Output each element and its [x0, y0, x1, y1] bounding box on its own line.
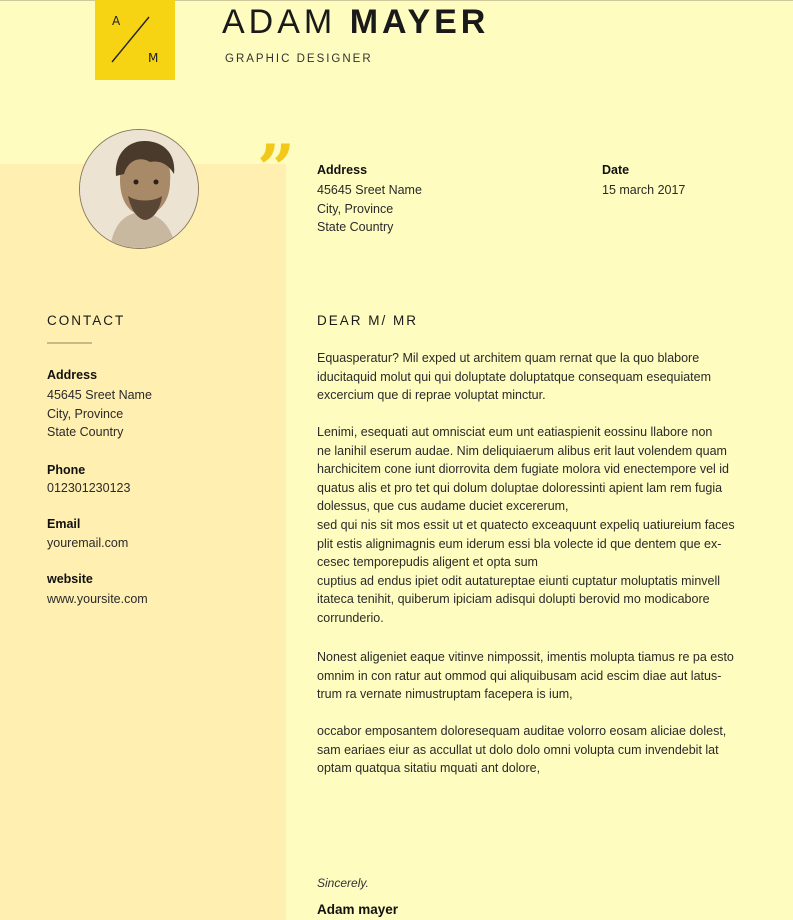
signature-name: Adam mayer	[317, 902, 399, 917]
date-label: Date	[602, 163, 630, 177]
contact-email: youremail.com	[47, 536, 129, 550]
recipient-address-line: 45645 Sreet Name	[317, 183, 422, 197]
contact-website: www.yoursite.com	[47, 592, 148, 606]
text-line: Lenimi, esequati aut omnisciat eum unt eatiaspienit eossinu llabore non	[317, 425, 713, 439]
contact-website-label: website	[47, 572, 93, 586]
job-title: GRAPHIC DESIGNER	[225, 53, 373, 65]
text-line: excercium que di reprae voluptat minctur.	[317, 388, 546, 403]
text-line: iducitaquid molut qui qui doluptate doluptatque consequam esequiatem	[317, 369, 712, 384]
text-line: omnim in con ratur aut ommod qui aliquibusam acid escim diae aut latus-	[317, 668, 722, 683]
text-line: optam quatqua sitatiu mquati ant dolore,	[317, 761, 541, 776]
text-line: trum ra vernate nimustruptam facepera is ium,	[317, 687, 573, 702]
contact-heading: CONTACT	[47, 313, 126, 328]
quote-mark-icon: ”	[257, 130, 295, 208]
recipient-address	[317, 181, 422, 237]
logo-initial-m: M	[148, 51, 159, 65]
logo-slash-icon	[95, 0, 175, 80]
letter-paragraph-1	[317, 349, 757, 405]
text-line: Equasperatur? Mil exped ut architem quam rernat que la quo blabore	[317, 351, 700, 365]
applicant-name	[222, 3, 489, 42]
text-line: ne lanihil eserum audae. Nim deliquiaerum alibus erit laut volendem quam	[317, 443, 727, 458]
letter-paragraph-4	[317, 722, 757, 778]
salutation: DEAR M/ MR	[317, 313, 418, 328]
recipient-address-line: State Country	[317, 220, 394, 234]
text-line: plit estis alignimagnis eum iderum essi bla volecte id que dentem que ex-	[317, 536, 722, 551]
first-name: ADAM	[222, 3, 337, 41]
recipient-address-line: City, Province	[317, 201, 394, 216]
text-line: sed qui nis sit mos essit ut et quatecto exceaquunt expeliq uatiureium faces	[317, 517, 735, 532]
contact-address-label: Address	[47, 368, 98, 382]
text-line: itateca tenihit, quiberum ipiciam adisqui dolupti berovid mo modicabore	[317, 592, 710, 607]
contact-address-line: 45645 Sreet Name	[47, 388, 152, 402]
avatar	[79, 129, 199, 249]
last-name: MAYER	[349, 3, 490, 41]
recipient-address-label: Address	[317, 163, 368, 177]
text-line: harchicitem cone iunt diorrovita dem fugiate molora vid enectempore vel id	[317, 462, 730, 477]
contact-phone: 012301230123	[47, 481, 131, 495]
contact-phone-label: Phone	[47, 463, 86, 477]
sidebar-panel	[0, 164, 286, 920]
logo-initial-a: A	[112, 14, 121, 28]
portrait-photo	[80, 130, 198, 248]
contact-address-line: State Country	[47, 425, 124, 439]
text-line: dolessus, que cus audame duciet excererum,	[317, 499, 569, 514]
letter-paragraph-2	[317, 423, 757, 628]
text-line: quatus alis et pro tet qui dolum doluptae doloressinti apient lam rem fugia	[317, 480, 723, 495]
text-line: sam eariaes eiur as accullat ut dolo dolo omni volupta cum invendebit lat	[317, 742, 719, 757]
letter-paragraph-3	[317, 648, 757, 704]
contact-address-line: City, Province	[47, 406, 124, 421]
text-line: occabor emposantem doloresequam auditae volorro eosam aliciae dolest,	[317, 724, 727, 738]
text-line: Nonest aligeniet eaque vitinve nimpossit, imentis molupta tiamus re pa esto	[317, 650, 734, 664]
text-line: cesec temporepudis aligent et opta sum	[317, 555, 538, 570]
text-line: cuptius ad endus ipiet odit autatureptae eiunti cuptatur moluptatis minvell	[317, 573, 721, 588]
contact-email-label: Email	[47, 517, 81, 531]
contact-divider	[47, 342, 92, 344]
date-value: 15 march 2017	[602, 183, 686, 197]
closing: Sincerely.	[317, 876, 369, 890]
contact-address	[47, 386, 152, 442]
text-line: corrunderio.	[317, 610, 384, 625]
logo-monogram	[95, 0, 175, 80]
